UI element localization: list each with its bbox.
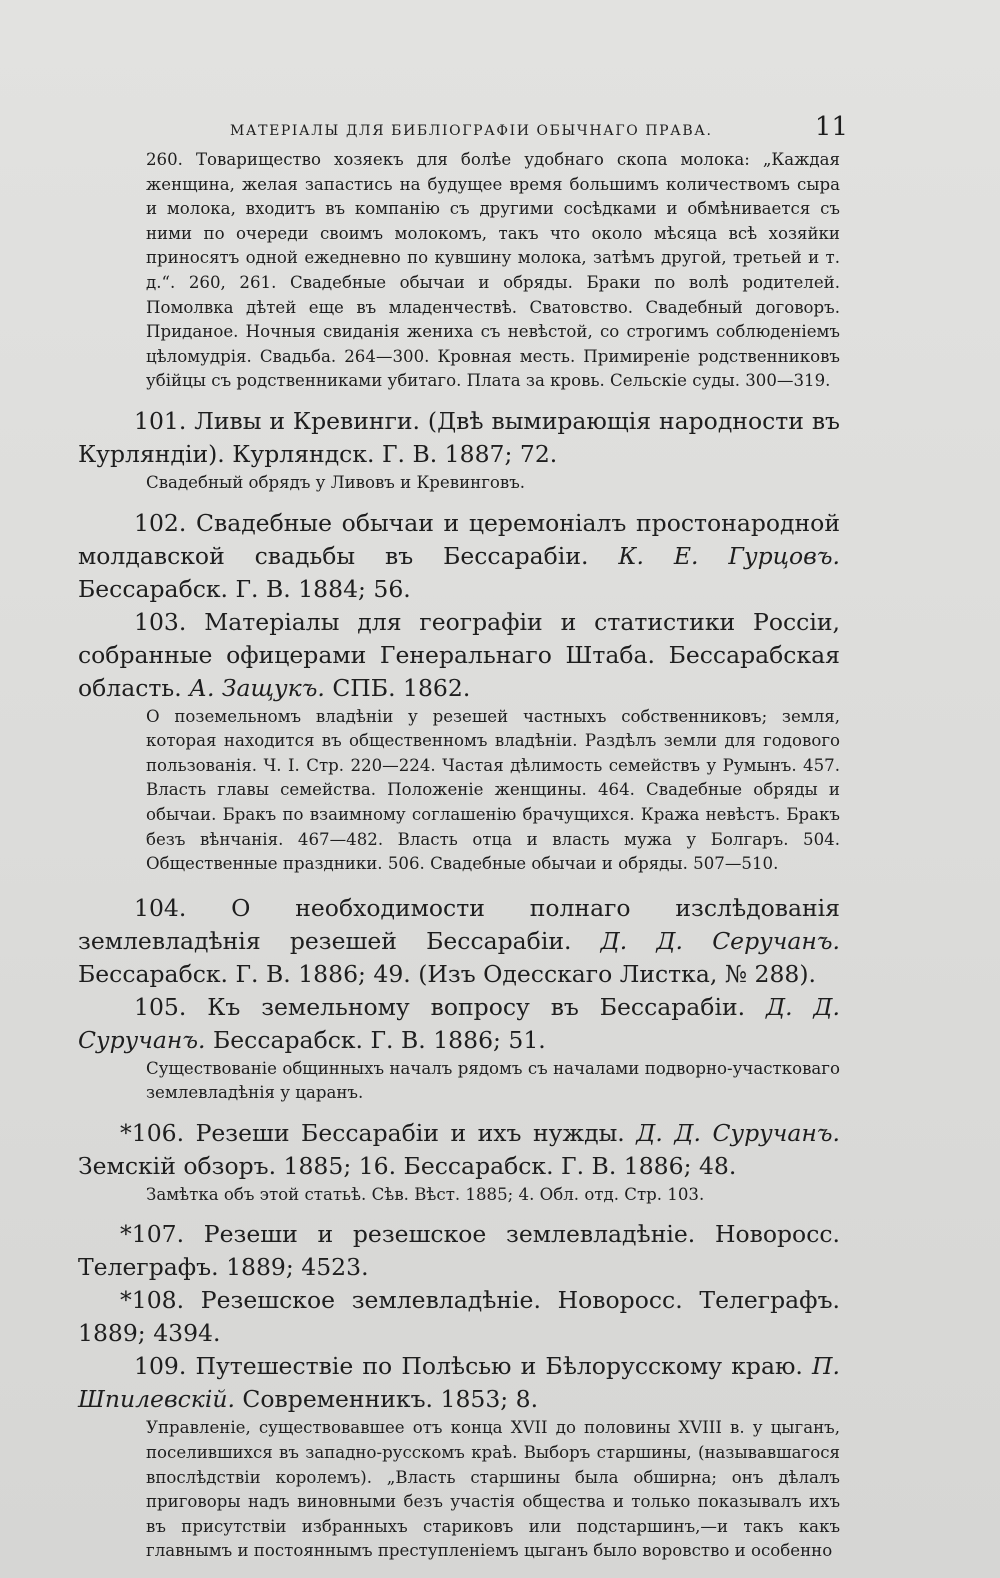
entry-author: А. Защукъ. — [189, 673, 325, 702]
entry-author: К. Е. Гурцовъ. — [618, 541, 840, 570]
bibliography-entry-109 — [78, 1350, 840, 1416]
bibliography-entry-108: *108. Резешское землевладѣніе. Новоросс. Телеграфъ. 1889; 4394. — [78, 1286, 840, 1348]
bibliography-entry-105 — [78, 991, 840, 1057]
entry-title: 105. Къ земельному вопросу въ Бессарабіи. — [134, 992, 766, 1021]
annotation-paragraph: Свадебный обрядъ у Ливовъ и Кревинговъ. — [146, 472, 526, 492]
entry-source: Бессарабск. Г. В. 1886; 49. (Изъ Одесскаго Листка, № 288). — [78, 959, 817, 988]
entry-source: Современникъ. 1853; 8. — [234, 1385, 539, 1414]
page-body — [78, 148, 840, 1564]
bibliography-entry-107: *107. Резеши и резешское землевладѣніе. Новоросс. Телеграфъ. 1889; 4523. — [78, 1220, 840, 1282]
entry-source: Бессарабск. Г. В. 1886; 51. — [205, 1025, 546, 1054]
annotation-paragraph: Управленіе, существовавшее отъ конца XVII до половины XVIII в. у цыганъ, поселившихся въ западно-русскомъ краѣ. Выборъ старшины, (называвшагося впослѣдствіи королемъ). „Власть старшины была обширна; онъ дѣлалъ приговоры надъ виновными безъ участія общества и только показывалъ ихъ въ присутствіи избранныхъ стариковъ или подстаршинъ,—и такъ какъ главнымъ и постояннымъ преступленіемъ цыганъ было воровство и особенно — [146, 1418, 840, 1561]
entry-title: 102. Свадебные обычаи и церемоніалъ простонародной молдавской свадьбы въ Бессарабіи. — [78, 508, 840, 570]
entry-source: Бессарабск. Г. В. 1884; 56. — [78, 574, 411, 603]
entry-title: 104. О необходимости полнаго изслѣдованія землевладѣнія резешей Бессарабіи. — [78, 893, 840, 955]
annotation-paragraph: О поземельномъ владѣніи у резешей частныхъ собственниковъ; земля, которая находится въ общественномъ владѣніи. Раздѣлъ земли для годового пользованія. Ч. I. Стр. 220—224. Частая дѣлимость семействъ у Румынъ. 457. Власть главы семейства. Положеніе женщины. 464. Свадебные обряды и обычаи. Бракъ по взаимному соглашенію брачущихся. Кража невѣстъ. Бракъ безъ вѣнчанія. 467—482. Власть отца и власть мужа у Болгаръ. 504. Общественные праздники. 506. Свадебные обычаи и обряды. 507—510. — [146, 706, 840, 874]
bibliography-entry-104 — [78, 892, 840, 991]
bibliography-entry-103 — [78, 606, 840, 705]
entry-author: Д. Д. Суручанъ. — [78, 992, 840, 1054]
entry-source: СПБ. 1862. — [324, 673, 471, 702]
entry-title: 103. Матеріалы для географіи и статистики Россіи, собранные офицерами Генеральнаго Штаба. Бессарабская область. — [78, 607, 840, 702]
annotation-paragraph: Замѣтка объ этой статьѣ. Сѣв. Вѣст. 1885; 4. Обл. отд. Стр. 103. — [146, 1184, 705, 1204]
entry-author: Д. Д. Суручанъ. — [636, 1118, 840, 1147]
annotation-paragraph: Существованіе общинныхъ началъ рядомъ съ началами подворно-участковаго землевладѣнія у царанъ. — [146, 1058, 840, 1103]
page-number: 11 — [814, 112, 848, 142]
entry-author: П. Шпилевскій. — [78, 1352, 840, 1414]
entry-author: Д. Д. Серучанъ. — [600, 926, 840, 955]
bibliography-entry-106 — [78, 1117, 840, 1183]
entry-title: *106. Резеши Бессарабіи и ихъ нужды. — [120, 1118, 637, 1147]
bibliography-entry-102 — [78, 507, 840, 606]
page-header — [78, 112, 848, 142]
annotation-paragraph: 260. Товарищество хозяекъ для болѣе удобнаго скопа молока: „Каждая женщина, желая запастись на будущее время большимъ количествомъ сыра и молока, входитъ въ компанію съ другими сосѣдками и обмѣнивается съ ними по очереди своимъ молокомъ, такъ что около мѣсяца всѣ хозяйки приносятъ одной ежедневно по кувшину молока, затѣмъ другой, третьей и т. д.“. 260, 261. Свадебные обычаи и обряды. Браки по волѣ родителей. Помолвка дѣтей еще въ младенчествѣ. Сватовство. Свадебный договоръ. Приданое. Ночныя свиданія жениха съ невѣстой, со строгимъ соблюденіемъ цѣломудрія. Свадьба. 264—300. Кровная месть. Примиреніе родственниковъ убійцы съ родственниками убитаго. Плата за кровь. Сельскіе суды. 300—319. — [146, 150, 840, 391]
entry-source: Земскій обзоръ. 1885; 16. Бессарабск. Г. В. 1886; 48. — [78, 1151, 737, 1180]
bibliography-entry-101: 101. Ливы и Кревинги. (Двѣ вымирающія народности въ Курляндіи). Курляндск. Г. В. 1887; 72. — [78, 406, 840, 468]
running-head: МАТЕРІАЛЫ ДЛЯ БИБЛІОГРАФІИ ОБЫЧНАГО ПРАВА. — [230, 123, 713, 139]
entry-title: 109. Путешествіе по Полѣсью и Бѣлорусскому краю. — [134, 1352, 813, 1381]
